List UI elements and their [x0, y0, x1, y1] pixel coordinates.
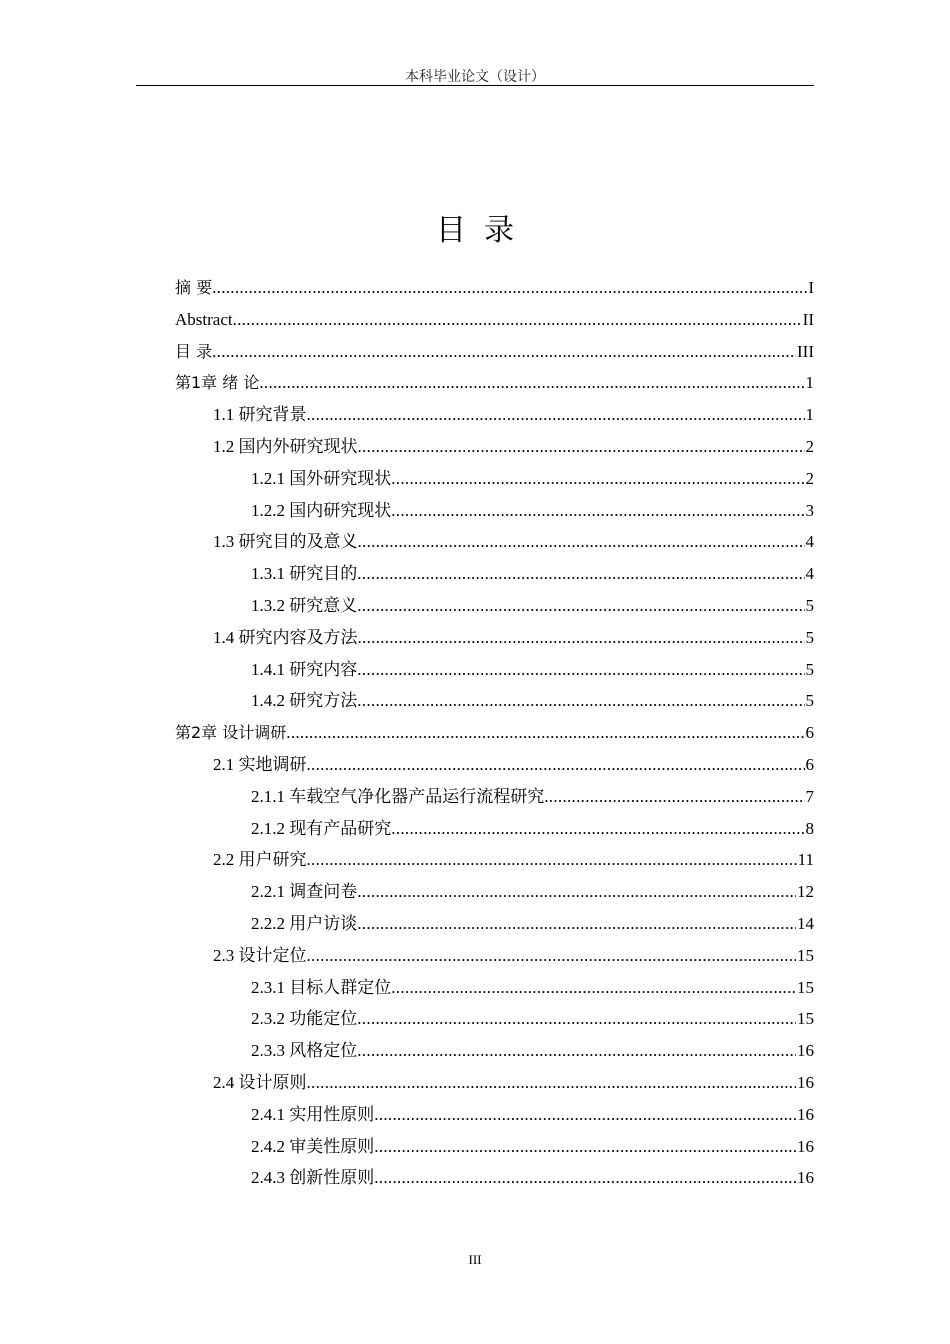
toc-entry-page: 2 — [805, 436, 814, 456]
toc-entry-label: 1.1 研究背景 — [213, 405, 307, 425]
toc-entry[interactable] — [175, 526, 814, 558]
toc-entry-page: 5 — [805, 659, 814, 679]
toc-entry-page: 12 — [797, 882, 814, 902]
toc-entry-page: 5 — [805, 595, 814, 615]
toc-entry-page: 1 — [805, 405, 814, 425]
dot-leader — [391, 463, 804, 495]
toc-entry[interactable] — [175, 749, 814, 781]
dot-leader — [307, 749, 805, 781]
toc-entry-page: 15 — [797, 945, 814, 965]
dot-leader — [212, 336, 796, 368]
toc-entry-page: 11 — [797, 850, 814, 870]
dot-leader — [233, 304, 802, 336]
toc-entry-label: 1.3 研究目的及意义 — [213, 532, 358, 552]
toc-entry-label: 目 录 — [175, 341, 213, 361]
toc-entry[interactable] — [175, 367, 814, 399]
toc-entry[interactable] — [175, 972, 814, 1004]
dot-leader — [391, 813, 804, 845]
toc-entry[interactable] — [175, 1099, 814, 1131]
dot-leader — [358, 431, 805, 463]
dot-leader — [391, 972, 796, 1004]
toc-entry-page: 14 — [797, 913, 814, 933]
toc-entry[interactable] — [175, 463, 814, 495]
dot-leader — [212, 272, 807, 304]
toc-entry-label: 1.2.1 国外研究现状 — [251, 468, 392, 488]
toc-entry[interactable] — [175, 399, 814, 431]
toc-entry-page: 16 — [797, 1072, 814, 1092]
toc-entry[interactable] — [175, 876, 814, 908]
dot-leader — [307, 1067, 797, 1099]
toc-entry[interactable] — [175, 495, 814, 527]
toc-entry-page: 5 — [805, 627, 814, 647]
toc-entry-label: 摘 要 — [175, 278, 213, 297]
toc-entry[interactable] — [175, 1035, 814, 1067]
toc-entry-page: III — [797, 341, 814, 361]
toc-entry[interactable] — [175, 1003, 814, 1035]
toc-entry[interactable] — [175, 1067, 814, 1099]
dot-leader — [357, 590, 804, 622]
toc-entry-label: 1.4.2 研究方法 — [251, 691, 358, 711]
toc-entry[interactable] — [175, 431, 814, 463]
toc-entry-label: 2.4.3 创新性原则 — [251, 1168, 375, 1188]
toc-entry[interactable] — [175, 590, 814, 622]
toc-entry-page: 6 — [805, 723, 814, 743]
toc-entry-label: 1.2.2 国内研究现状 — [251, 500, 392, 520]
page-title: 目录 — [436, 213, 532, 248]
dot-leader — [357, 685, 804, 717]
toc-entry-label: 2.1 实地调研 — [213, 754, 307, 774]
toc-entry-page: 15 — [797, 1009, 814, 1029]
toc-entry-page: 4 — [805, 532, 814, 552]
toc-entry-label: 2.2.1 调查问卷 — [251, 882, 358, 902]
toc-entry[interactable] — [175, 272, 814, 304]
toc-entry-label: 第1章 绪 论 — [175, 373, 260, 393]
toc-entry-label: 2.3.3 风格定位 — [251, 1041, 358, 1061]
table-of-contents — [175, 272, 814, 1194]
dot-leader — [391, 495, 804, 527]
toc-entry-page: 15 — [797, 977, 814, 997]
header-divider — [136, 85, 814, 86]
toc-entry-label: 2.4.2 审美性原则 — [251, 1136, 375, 1156]
dot-leader — [374, 1162, 796, 1194]
dot-leader — [307, 399, 805, 431]
dot-leader — [357, 1003, 796, 1035]
dot-leader — [357, 876, 796, 908]
toc-entry[interactable] — [175, 654, 814, 686]
toc-entry[interactable] — [175, 940, 814, 972]
toc-entry[interactable] — [175, 717, 814, 749]
page-header: 本科毕业论文（设计） — [405, 70, 545, 85]
toc-entry-label: 1.3.2 研究意义 — [251, 595, 358, 615]
toc-entry-page: 6 — [805, 754, 814, 774]
toc-entry-label: 1.4.1 研究内容 — [251, 659, 358, 679]
toc-entry-page: 16 — [797, 1168, 814, 1188]
toc-entry-page: 16 — [797, 1041, 814, 1061]
toc-entry-label: 2.3 设计定位 — [213, 945, 307, 965]
toc-entry[interactable] — [175, 304, 814, 336]
toc-entry-page: 8 — [805, 818, 814, 838]
toc-entry-label: 1.4 研究内容及方法 — [213, 627, 358, 647]
page-number: III — [468, 1252, 482, 1267]
toc-entry-page: 16 — [797, 1136, 814, 1156]
dot-leader — [357, 1035, 796, 1067]
toc-entry[interactable] — [175, 781, 814, 813]
toc-entry-label: 2.4.1 实用性原则 — [251, 1104, 375, 1124]
toc-entry-label: 2.1.2 现有产品研究 — [251, 818, 392, 838]
dot-leader — [286, 717, 804, 749]
dot-leader — [358, 526, 805, 558]
dot-leader — [357, 654, 804, 686]
toc-entry-page: 2 — [805, 468, 814, 488]
dot-leader — [357, 908, 796, 940]
toc-entry-page: 1 — [805, 373, 814, 393]
toc-entry-page: 5 — [805, 691, 814, 711]
dot-leader — [307, 844, 797, 876]
toc-entry-label: 1.2 国内外研究现状 — [213, 436, 358, 456]
toc-entry[interactable] — [175, 1162, 814, 1194]
toc-entry-page: 3 — [805, 500, 814, 520]
toc-entry-page: 4 — [805, 564, 814, 584]
toc-entry[interactable] — [175, 813, 814, 845]
toc-entry-label: 2.3.2 功能定位 — [251, 1009, 358, 1029]
toc-entry-page: 16 — [797, 1104, 814, 1124]
toc-entry-label: 2.2.2 用户访谈 — [251, 913, 358, 933]
toc-entry-label: 2.2 用户研究 — [213, 850, 307, 870]
toc-entry-label: Abstract — [175, 309, 233, 329]
toc-entry[interactable] — [175, 908, 814, 940]
dot-leader — [259, 367, 804, 399]
toc-entry[interactable] — [175, 336, 814, 368]
dot-leader — [544, 781, 804, 813]
dot-leader — [374, 1099, 796, 1131]
toc-entry-label: 第2章 设计调研 — [175, 723, 287, 743]
toc-entry-page: 7 — [805, 786, 814, 806]
toc-entry[interactable] — [175, 622, 814, 654]
toc-entry[interactable] — [175, 685, 814, 717]
toc-entry[interactable] — [175, 844, 814, 876]
toc-entry-page: I — [808, 278, 814, 297]
dot-leader — [307, 940, 797, 972]
toc-entry-label: 2.1.1 车载空气净化器产品运行流程研究 — [251, 786, 545, 806]
toc-entry-label: 1.3.1 研究目的 — [251, 564, 358, 584]
toc-entry-label: 2.4 设计原则 — [213, 1072, 307, 1092]
toc-entry[interactable] — [175, 558, 814, 590]
toc-entry[interactable] — [175, 1131, 814, 1163]
dot-leader — [358, 622, 805, 654]
toc-entry-page: II — [802, 309, 814, 329]
dot-leader — [357, 558, 804, 590]
toc-entry-label: 2.3.1 目标人群定位 — [251, 977, 392, 997]
dot-leader — [374, 1131, 796, 1163]
